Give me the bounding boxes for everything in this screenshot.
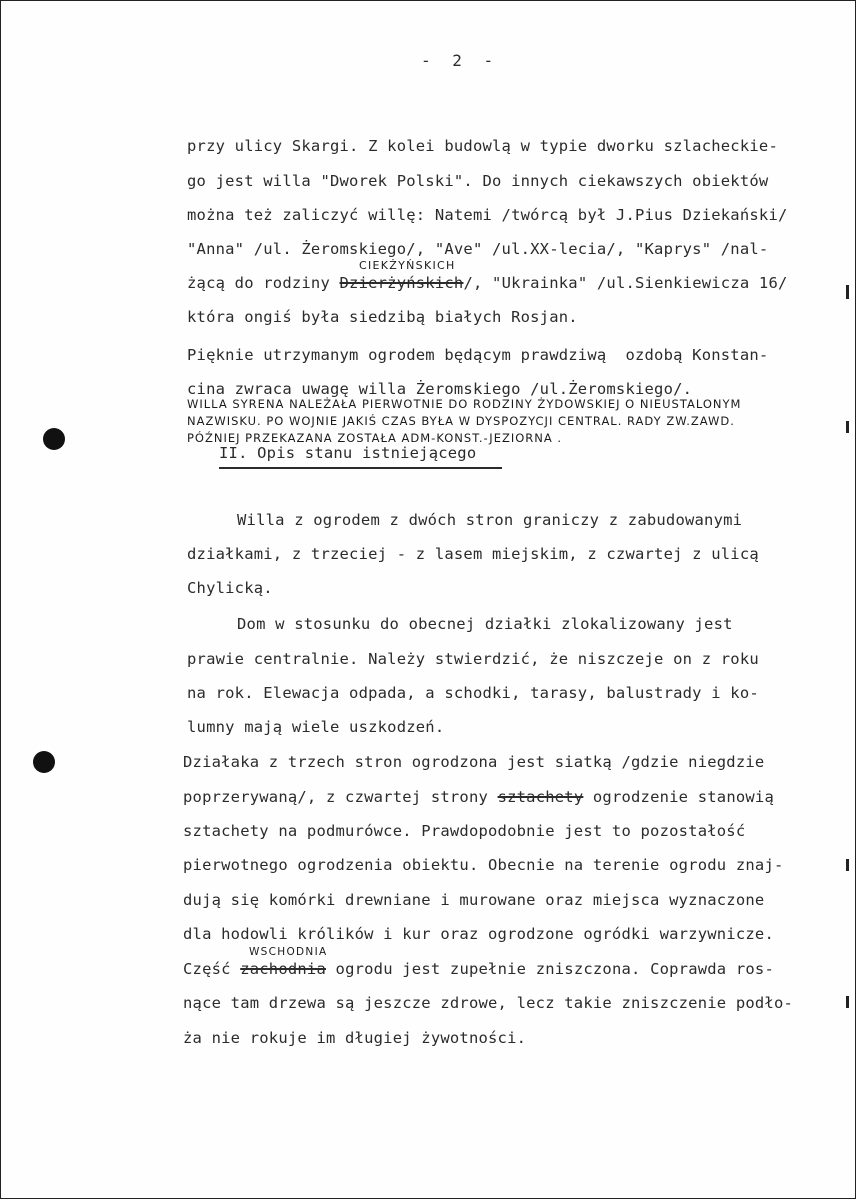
handwritten-correction-direction: WSCHODNIA [249, 946, 328, 958]
text-line: na rok. Elewacja odpada, a schodki, tarasy, balustrady i ko- [187, 684, 759, 702]
struck-text: sztachety [497, 788, 584, 806]
text-fragment: ogrodzenie stanowią [583, 788, 774, 806]
edge-mark-1 [846, 285, 849, 299]
text-line-with-strike [183, 960, 774, 978]
text-line: dują się komórki drewniane i murowane oraz miejsca wyznaczone [183, 891, 765, 909]
text-line: lumny mają wiele uszkodzeń. [187, 718, 445, 736]
text-fragment: ogrodu jest zupełnie zniszczona. Coprawda ros- [326, 960, 774, 978]
handwritten-note-line: PÓŹNIEJ PRZEKAZANA ZOSTAŁA ADM-KONST.-JEZIORNA . [187, 431, 563, 445]
text-line: dla hodowli królików i kur oraz ogrodzone ogródki warzywnicze. [183, 925, 774, 943]
text-line: ża nie rokuje im długiej żywotności. [183, 1029, 527, 1047]
text-line: Dom w stosunku do obecnej działki zlokalizowany jest [237, 615, 733, 633]
text-line: Pięknie utrzymanym ogrodem będącym prawdziwą ozdobą Konstan- [187, 346, 769, 364]
text-line: Działaka z trzech stron ogrodzona jest siatką /gdzie niegdzie [183, 753, 765, 771]
text-line-with-strike [187, 274, 788, 292]
punch-hole-top [43, 428, 65, 450]
text-line: nące tam drzewa są jeszcze zdrowe, lecz takie zniszczenie podło- [183, 994, 794, 1012]
text-fragment: żącą do rodziny [187, 274, 340, 292]
struck-text: Dzierżyńskich [339, 274, 464, 292]
text-line: "Anna" /ul. Żeromskiego/, "Ave" /ul.XX-lecia/, "Kaprys" /nal- [187, 240, 769, 258]
text-fragment: poprzerywaną/, z czwartej strony [183, 788, 498, 806]
text-line: działkami, z trzeciej - z lasem miejskim, z czwartej z ulicą [187, 545, 759, 563]
text-line: która ongiś była siedzibą białych Rosjan. [187, 308, 578, 326]
text-fragment: /, "Ukrainka" /ul.Sienkiewicza 16/ [463, 274, 788, 292]
text-fragment: Część [183, 960, 241, 978]
handwritten-correction-family: CIEKŻYŃSKICH [359, 259, 456, 272]
text-line: można też zaliczyć willę: Natemi /twórcą był J.Pius Dziekański/ [187, 206, 788, 224]
text-line: Willa z ogrodem z dwóch stron graniczy z zabudowanymi [237, 511, 743, 529]
edge-mark-3 [846, 859, 849, 871]
text-line: sztachety na podmurówce. Prawdopodobnie jest to pozostałość [183, 822, 746, 840]
text-line-with-strike [183, 788, 774, 806]
page-number: - 2 - [421, 51, 500, 70]
handwritten-note-line: NAZWISKU. PO WOJNIE JAKIŚ CZAS BYŁA W DYSPOZYCJI CENTRAL. RADY ZW.ZAWD. [187, 414, 735, 428]
handwritten-note-line: WILLA SYRENA NALEŻAŁA PIERWOTNIE DO RODZINY ŻYDOWSKIEJ O NIEUSTALONYM [187, 397, 742, 411]
text-line: przy ulicy Skargi. Z kolei budowlą w typie dworku szlacheckie- [187, 137, 778, 155]
text-line: go jest willa "Dworek Polski". Do innych ciekawszych obiektów [187, 172, 769, 190]
punch-hole-bottom [33, 751, 55, 773]
heading-underline [219, 467, 502, 469]
text-line: cina zwraca uwagę willa Żeromskiego /ul.Żeromskiego/. [187, 380, 693, 398]
edge-mark-2 [846, 421, 849, 433]
struck-text: zachodnia [240, 960, 326, 978]
text-line: Chylicką. [187, 579, 273, 597]
text-line: pierwotnego ogrodzenia obiektu. Obecnie na terenie ogrodu znaj- [183, 856, 784, 874]
edge-mark-4 [846, 996, 849, 1008]
section-heading: II. Opis stanu istniejącego [219, 444, 477, 462]
text-line: prawie centralnie. Należy stwierdzić, że niszczeje on z roku [187, 650, 759, 668]
